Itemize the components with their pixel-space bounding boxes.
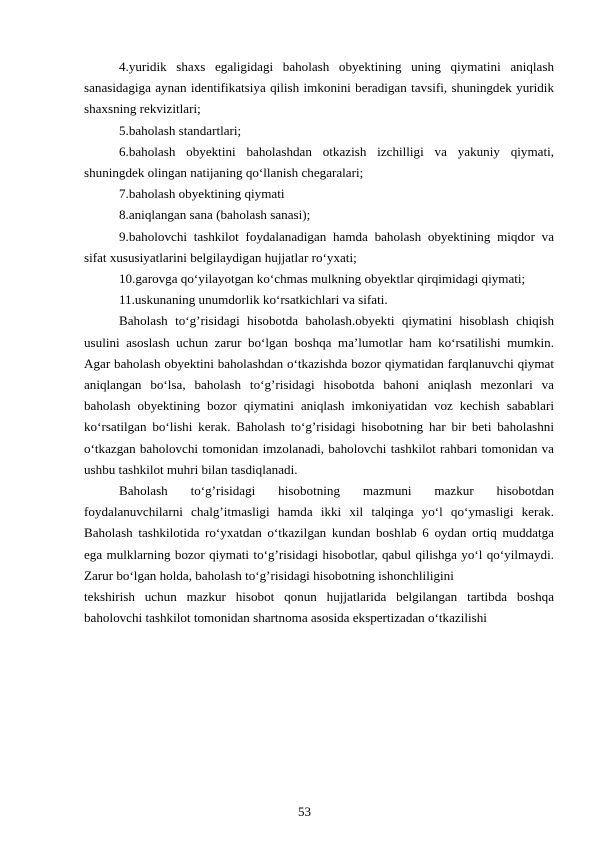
- paragraph-item-9: 9.baholovchi tashkilot foydalanadigan hamda baholash obyektining miqdor va sifat xususiyatlarini belgilaydigan hujjatlar ro‘yxati;: [84, 228, 554, 265]
- paragraph-item-6: 6.baholash obyektini baholashdan otkazish izchilligi va yakuniy qiymati, shuningdek olingan natijaning qo‘llanish chegaralari;: [84, 143, 554, 181]
- paragraph-item-7: 7.baholash obyektining qiymati: [119, 186, 285, 202]
- paragraph-item-5: 5.baholash standartlari;: [119, 122, 242, 138]
- paragraph-report-content: Baholash to‘g’risidagi hisobotning mazmuni mazkur hisobotdan foydalanuvchilarni chalg’itmasligi hamda ikki xil talqinga yo‘l qo‘ymasligi kerak. Baholash tashkilotida ro‘yxatdan o‘tkazilgan kundan boshlab 6 oydan ortiq muddatga ega mulklarning bozor qiymati to‘g’risidagi hisobotlar, qabul qilishga yo‘l qo‘yilmaydi. Zarur bo‘lgan holda, baholash to‘g’risidagi hisobotning ishonchliligini: [84, 483, 554, 583]
- document-body: [84, 56, 554, 628]
- paragraph-report-info: Baholash to‘g’risidagi hisobotda baholash.obyekti qiymatini hisoblash chiqish usulini asoslash uchun zarur bo‘lgan boshqa ma’lumotlar ham ko‘rsatilishi mumkin. Agar baholash obyektini baholashdan o‘tkazishda bozor qiymatidan farqlanuvchi qiymat aniqlangan bo‘lsa, baholash to‘g’risidagi hisobotda bahoni aniqlash mezonlari va baholash obyektining bozor qiymatini aniqlash imkoniyatidan voz kechish sabablari ko‘rsatilgan bo‘lishi kerak. Baholash to‘g’risidagi hisobotning har bir beti baholashni o‘tkazgan baholovchi tomonidan imzolanadi, baholovchi tashkilot rahbari tomonidan va ushbu tashkilot muhri bilan tasdiqlanadi.: [84, 313, 554, 477]
- paragraph-item-11: 11.uskunaning unumdorlik ko‘rsatkichlari va sifati.: [119, 292, 388, 308]
- paragraph-report-verification: tekshirish uchun mazkur hisobot qonun hujjatlarida belgilangan tartibda boshqa baholovchi tashkilot tomonidan shartnoma asosida ekspertizadan o‘tkazilishi: [84, 589, 554, 626]
- paragraph-item-10: 10.garovga qo‘yilayotgan ko‘chmas mulkning obyektlar qirqimidagi qiymati;: [119, 271, 526, 287]
- page-number: 53: [298, 804, 311, 819]
- paragraph-item-8: 8.aniqlangan sana (baholash sanasi);: [119, 207, 311, 223]
- paragraph-item-4: 4.yuridik shaxs egaligidagi baholash obyektining uning qiymatini aniqlash sanasidagiga aynan identifikatsiya qilish imkonini beradigan tavsifi, shuningdek yuridik shaxsning rekvizitlari;: [84, 59, 554, 117]
